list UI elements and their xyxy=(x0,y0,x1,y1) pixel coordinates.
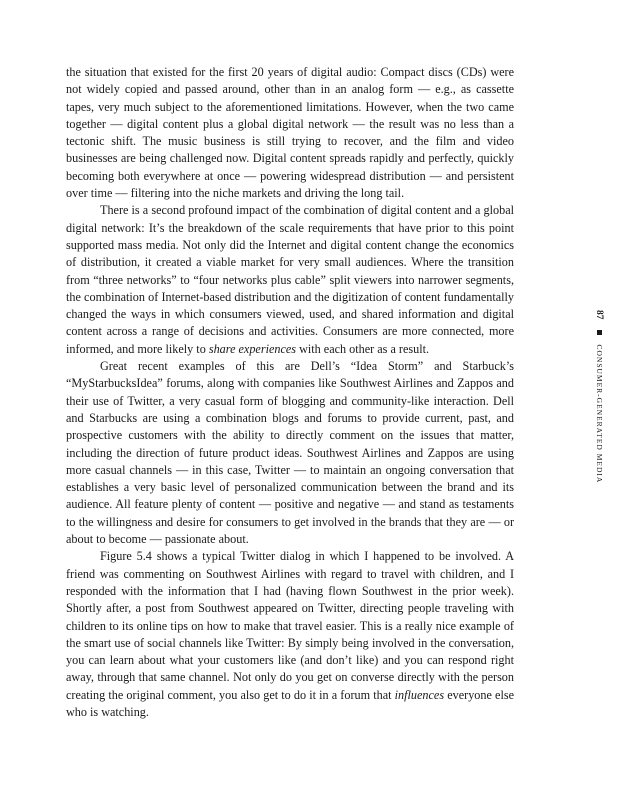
running-head xyxy=(590,310,608,483)
page-number: 87 xyxy=(594,310,604,320)
square-bullet-icon xyxy=(597,330,602,335)
emphasis: share experiences xyxy=(208,341,297,356)
paragraph-2 xyxy=(66,202,514,358)
text-segment: Figure 5.4 shows a typical Twitter dialog in which I happened to be involved. A friend was commenting on Southwest Airlines with regard to travel with children, and I responded with the information that I had (having flown Southwest in the prior week). Shortly after, a post from Southwest appeared on Twitter, directing people traveling with children to its online tips on how to make that travel easier. This is a really nice example of the smart use of social channels like Twitter: By simply being involved in the conversation, you can learn about what your customers like (and don’t like) and you can respond right away, through that same channel. Not only do you get on converse directly with the person creating the original comment, you also get to do it in a forum that xyxy=(66,549,514,702)
text-segment: There is a second profound impact of the combination of digital content and a global digital network: It’s the breakdown of the scale requirements that have prior to this point supported mass media. Not only did the Internet and digital content change the economics of distribution, it created a viable market for very small audiences. Where the transition from “three networks” to “four networks plus cable” split viewers into narrower segments, the combination of Internet-based distribution and the digitization of content fundamentally changed the ways in which consumers viewed, used, and shared information and digital content across a range of decisions and activities. Consumers are more connected, more informed, and more likely to xyxy=(66,203,514,356)
text-segment: Great recent examples of this are Dell’s “Idea Storm” and Starbuck’s “MyStarbucksIdea” forums, along with companies like Southwest Airlines and Zappos and their use of Twitter, a very casual form of blogging and community-like interaction. Dell and Starbucks are using a combination blogs and forums to provide current, past, and prospective customers with the ability to directly comment on the issues that matter, including the direction of future product ideas. Southwest Airlines and Zappos are using more casual channels — in this case, Twitter — to maintain an ongoing conversation that establishes a very basic level of personalized communication between the brand and its audience. All feature plenty of content — positive and negative — and stand as testaments to the willingness and desire for consumers to get involved in the brands that they are — or about to become — passionate about. xyxy=(66,359,514,547)
chapter-title: CONSUMER-GENERATED MEDIA xyxy=(595,344,604,484)
paragraph-3 xyxy=(66,358,514,548)
text-segment: everyone else who is watching. xyxy=(66,687,514,719)
paragraph-1 xyxy=(66,64,514,202)
emphasis: influences xyxy=(394,687,445,702)
paragraph-4 xyxy=(66,548,514,721)
text-segment: the situation that existed for the first 20 years of digital audio: Compact discs (CDs) were not widely copied and passed around, other than in an analog form — e.g., as cassette tapes, very much subject to the aforementioned limitations. However, when the two came together — digital content plus a global digital network — the result was no less than a tectonic shift. The music business is still trying to recover, and the film and video businesses are being challenged now. Digital content spreads rapidly and perfectly, quickly becoming both everywhere at once — powering widespread distribution — and persistent over time — filtering into the niche markets and driving the long tail. xyxy=(66,65,514,201)
text-segment: with each other as a result. xyxy=(296,341,430,356)
body-text xyxy=(66,64,514,721)
